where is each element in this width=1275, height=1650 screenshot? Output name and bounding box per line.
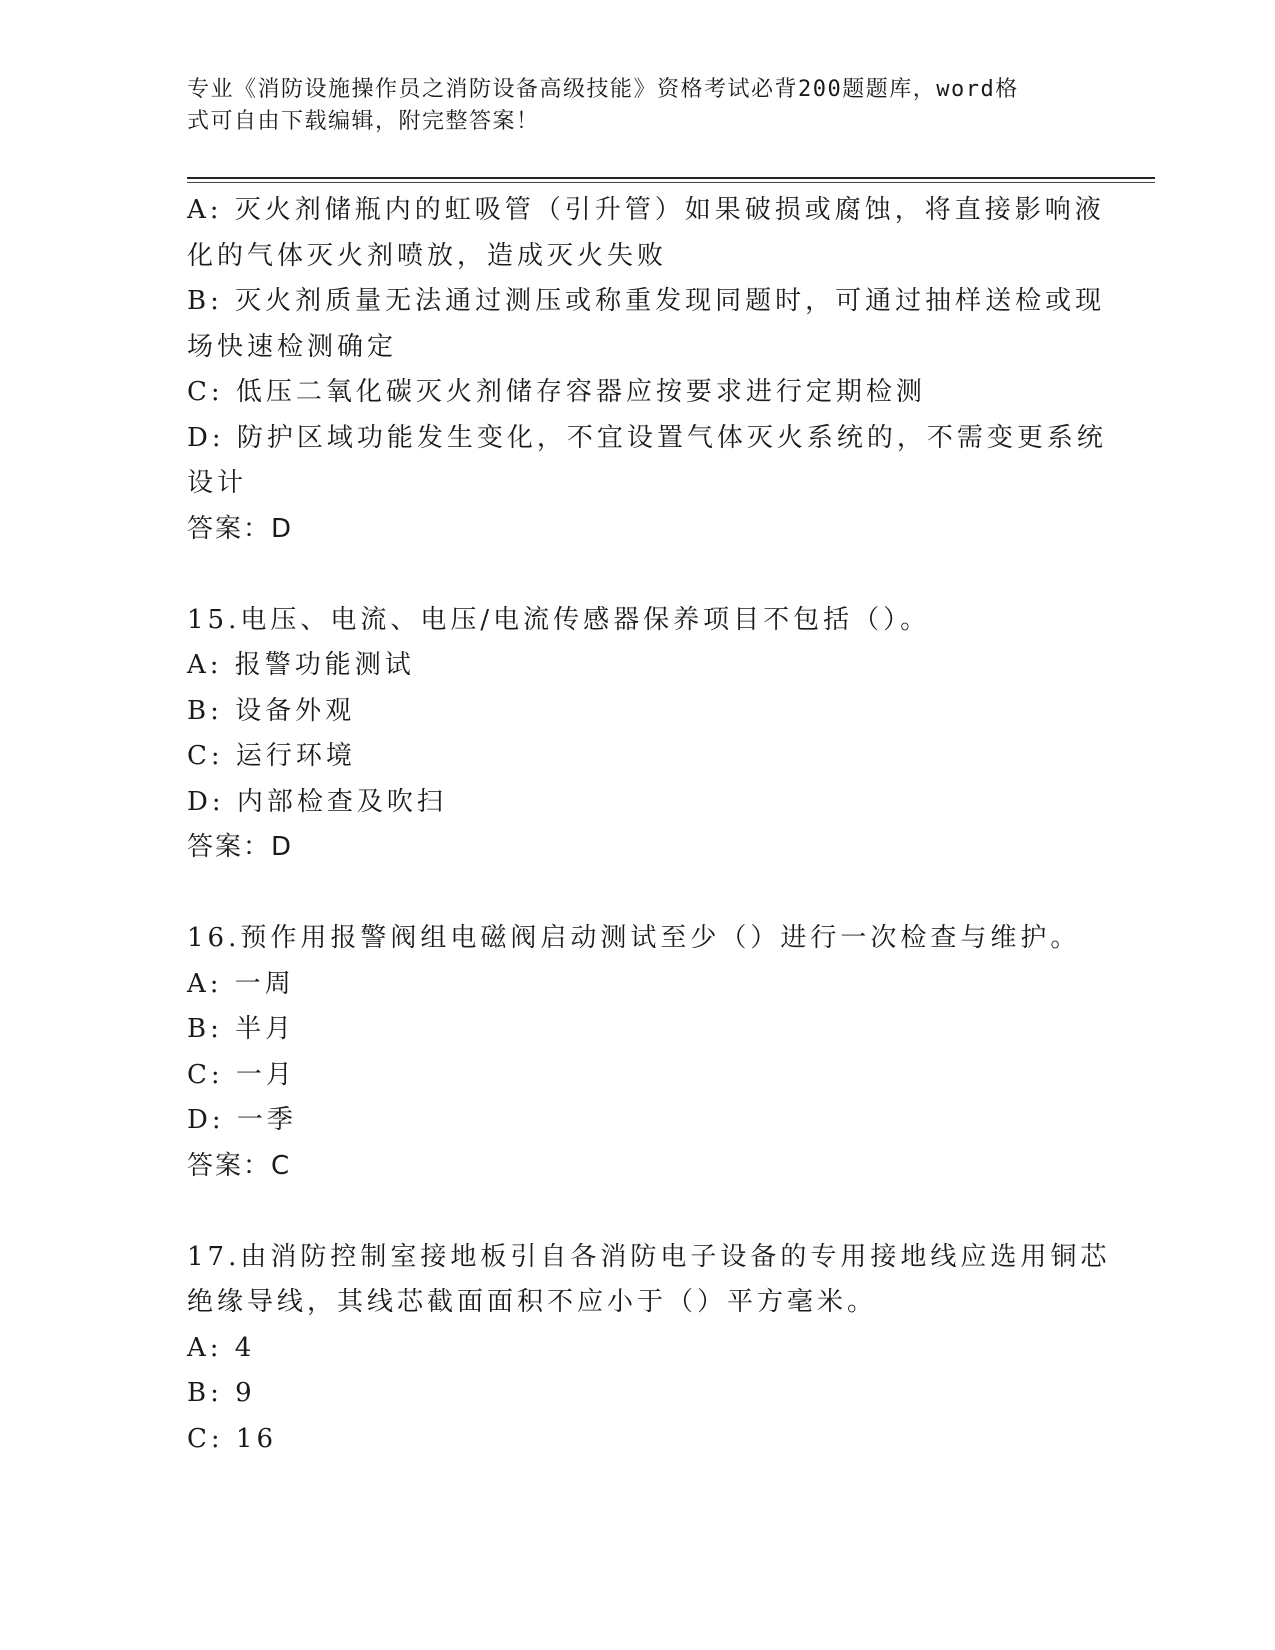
q14-option-b-line-2: 场快速检测确定 (187, 331, 398, 362)
q16-option-a: A: 一周 (187, 968, 295, 999)
spacer (187, 552, 1077, 598)
spacer (187, 871, 1077, 917)
q16-option-d: D: 一季 (187, 1105, 297, 1135)
q14-option-c: C: 低压二氧化碳灭火剂储存容器应按要求进行定期检测 (187, 377, 926, 407)
q16-question: 16.预作用报警阀组电磁阀启动测试至少（）进行一次检查与维护。 (187, 923, 1081, 953)
q17-option-b: B: 9 (187, 1378, 256, 1408)
q17-option-c: C: 16 (187, 1423, 278, 1454)
document-header (187, 74, 1067, 138)
header-line-2: 式可自由下载编辑，附完整答案！ (187, 109, 540, 134)
q14-answer: 答案：D (187, 513, 294, 544)
q17-question-line-1: 17.由消防控制室接地板引自各消防电子设备的专用接地线应选用铜芯 (187, 1241, 1111, 1272)
header-rule-thick (187, 177, 1155, 179)
question-15-block (187, 598, 1077, 871)
question-14-block (187, 188, 1107, 552)
q16-option-c: C: 一月 (187, 1059, 296, 1090)
q17-option-a: A: 4 (187, 1332, 256, 1363)
q15-answer: 答案：D (187, 832, 294, 862)
q14-option-d-line-2: 设计 (187, 468, 248, 498)
question-list (187, 188, 1111, 1462)
q14-option-b-line-1: B: 灭火剂质量无法通过测压或称重发现同题时，可通过抽样送检或现 (187, 286, 1106, 316)
header-line-1: 专业《消防设施操作员之消防设备高级技能》资格考试必背200题题库，word格 (187, 77, 1019, 102)
q15-option-a: A: 报警功能测试 (187, 650, 415, 680)
q16-answer: 答案：C (187, 1150, 292, 1181)
question-17-block (187, 1235, 1111, 1463)
spacer (187, 1189, 1077, 1235)
question-16-block (187, 916, 1081, 1189)
q14-option-a-line-1: A: 灭火剂储瓶内的虹吸管（引升管）如果破损或腐蚀，将直接影响液 (187, 195, 1105, 225)
q15-option-c: C: 运行环境 (187, 741, 356, 771)
q15-question: 15.电压、电流、电压/电流传感器保养项目不包括（）。 (187, 604, 931, 635)
q17-question-line-2: 绝缘导线，其线芯截面面积不应小于（）平方毫米。 (187, 1287, 878, 1317)
q15-option-b: B: 设备外观 (187, 695, 356, 726)
q16-option-b: B: 半月 (187, 1014, 296, 1044)
header-rule-thin (187, 182, 1155, 183)
q14-option-a-line-2: 化的气体灭火剂喷放，造成灭火失败 (187, 240, 668, 271)
q15-option-d: D: 内部检查及吹扫 (187, 786, 447, 817)
q14-option-d-line-1: D: 防护区域功能发生变化，不宜设置气体灭火系统的，不需变更系统 (187, 422, 1107, 453)
